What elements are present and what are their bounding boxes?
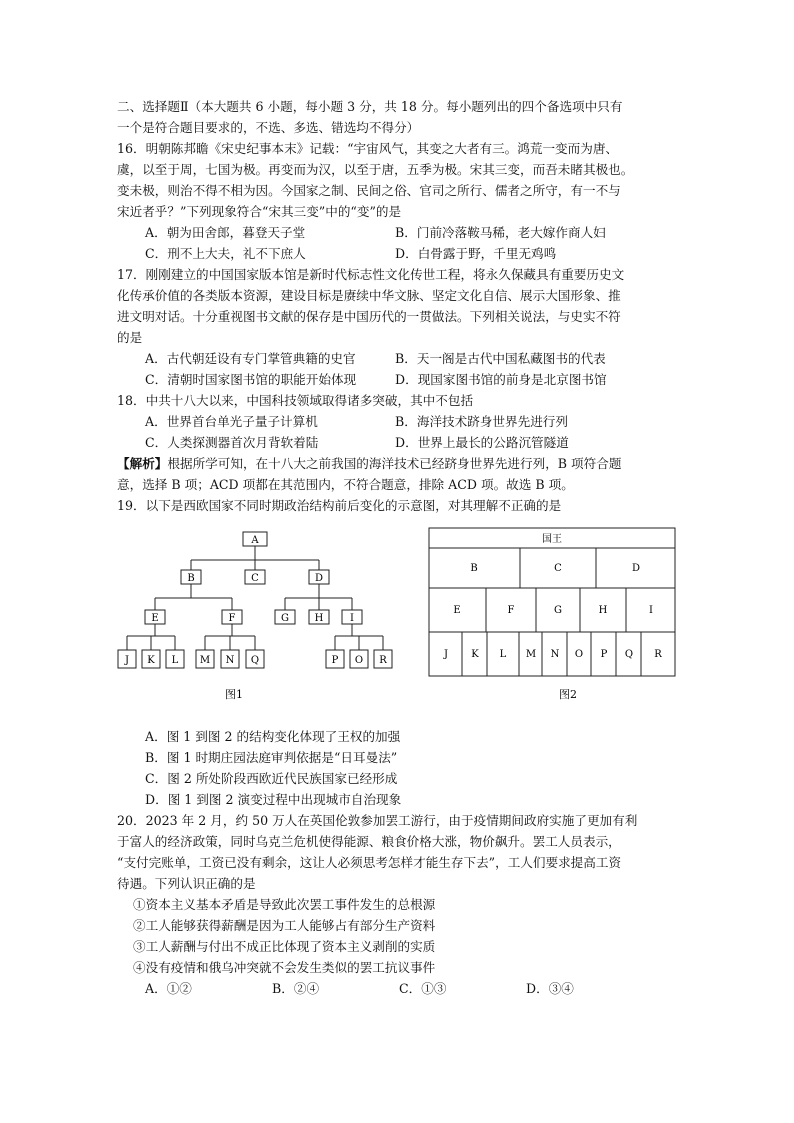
fig2-cell-n: N: [550, 649, 560, 660]
fig2-cell-d: D: [631, 563, 641, 574]
fig1-node-o: O: [354, 655, 364, 666]
q20-stem-line: 20．2023 年 2 月，约 50 万人在英国伦敦参加罢工游行，由于疫情期间政府实施了更加有利: [117, 813, 638, 828]
q20-option-b: B．②④: [272, 981, 320, 996]
fig2-cell-r: R: [654, 649, 662, 660]
q18-analysis-text: 根据所学可知，在十八大之前我国的海洋技术已经跻身世界先进行列，B 项符合题: [167, 456, 622, 471]
q17-option-a: A．古代朝廷设有专门掌管典籍的史官: [145, 351, 356, 366]
fig2-cell-j: J: [443, 649, 449, 660]
q16-option-b: B．门前冷落鞍马稀，老大嫁作商人妇: [395, 225, 606, 240]
fig1-node-b: B: [187, 573, 195, 584]
fig1-node-a: A: [251, 535, 259, 546]
question-19: [117, 495, 679, 810]
q18-option-a: A．世界首台单光子量子计算机: [145, 414, 318, 429]
q18-option-b: B．海洋技术跻身世界先进行列: [395, 414, 568, 429]
q17-options-row: [117, 348, 679, 369]
fig2-cell-f: F: [507, 605, 515, 616]
q17-option-d: D．现国家图书馆的前身是北京图书馆: [395, 372, 607, 387]
fig2-cell-p: P: [600, 649, 608, 660]
q19-option-c: C．图 2 所处阶段西欧近代民族国家已经形成: [145, 771, 398, 786]
fig1-node-m: M: [199, 655, 211, 666]
fig2-cell-o: O: [574, 649, 584, 660]
q20-options-row: [117, 978, 679, 999]
q19-option-a: A．图 1 到图 2 的结构变化体现了王权的加强: [145, 729, 401, 744]
fig1-node-k: K: [147, 655, 155, 666]
q16-stem-line: 虞，以至于周，七国为极。再变而为汉，以至于唐，五季为极。宋其三变，而吾未睹其极也。: [117, 162, 634, 177]
q20-stem-line: 待遇。下列认识正确的是: [117, 876, 256, 891]
q16-option-d: D．白骨露于野，千里无鸡鸣: [395, 246, 557, 261]
q17-option-c: C．清朝时国家图书馆的职能开始体现: [145, 372, 357, 387]
q19-figures: [114, 526, 679, 722]
fig1-node-q: Q: [250, 655, 260, 666]
q20-stem-line: 于富人的经济政策，同时乌克兰危机使得能源、粮食价格大涨，物价飙升。罢工人员表示，: [117, 834, 621, 849]
q20-statement-4: ④没有疫情和俄乌冲突就不会发生类似的罢工抗议事件: [133, 960, 436, 975]
fig1-node-f: F: [228, 613, 236, 624]
question-20: [117, 810, 679, 999]
fig1-node-j: J: [124, 655, 130, 666]
q19-option-d: D．图 1 到图 2 演变过程中出现城市自治现象: [145, 792, 402, 807]
q19-option-b: B．图 1 时期庄园法庭审判依据是“日耳曼法”: [145, 750, 398, 765]
q19-stem-line: 19．以下是西欧国家不同时期政治结构前后变化的示意图，对其理解不正确的是: [117, 498, 562, 513]
q18-option-c: C．人类探测器首次月背软着陆: [145, 435, 319, 450]
fig1-node-e: E: [151, 613, 159, 624]
question-16: [117, 138, 679, 264]
figure-1-tree: [114, 526, 404, 722]
question-18: [117, 390, 679, 495]
fig2-cell-b: B: [470, 563, 478, 574]
fig2-cell-q: Q: [624, 649, 634, 660]
q17-stem-line: 进文明对话。十分重视图书文献的保存是中国历代的一贯做法。下列相关说法，与史实不符: [117, 309, 621, 324]
q16-stem-line: 16．明朝陈邦瞻《宋史纪事本末》记载：“宇宙风气，其变之大者有三。鸿荒一变而为唐、: [117, 141, 619, 156]
figure-2-labels: [443, 533, 662, 660]
q16-options-row: [117, 222, 679, 243]
figure-1-connectors: [127, 546, 383, 650]
fig1-node-c: C: [251, 573, 259, 584]
q18-analysis-line: [117, 453, 679, 474]
fig1-node-l: L: [171, 655, 179, 666]
fig2-cell-m: M: [525, 649, 537, 660]
fig1-node-g: G: [281, 613, 289, 624]
fig1-node-n: N: [225, 655, 235, 666]
figure-2-grid: [428, 526, 678, 722]
q20-statement-3: ③工人薪酬与付出不成正比体现了资本主义剥削的实质: [133, 939, 436, 954]
q16-stem-line: 宋近者乎？”下列现象符合“宋其三变”中的“变”的是: [117, 204, 402, 219]
section-header-line-2: 一个是符合题目要求的，不选、多选、错选均不得分）: [117, 120, 420, 135]
fig2-cell-g: G: [554, 605, 562, 616]
fig2-cell-h: H: [598, 605, 608, 616]
q20-option-c: C．①③: [399, 981, 447, 996]
q16-option-c: C．刑不上大夫，礼不下庶人: [145, 246, 306, 261]
q17-option-b: B．天一阁是古代中国私藏图书的代表: [395, 351, 606, 366]
q18-options-row: [117, 432, 679, 453]
figure-2-caption: 图2: [559, 688, 577, 701]
exam-page: [117, 96, 679, 999]
q18-analysis-line: 意，选择 B 项；ACD 项都在其范围内，不符合题意，排除 ACD 项。故选 B 项。: [117, 477, 574, 492]
fig1-node-d: D: [314, 573, 324, 584]
q16-option-a: A．朝为田舍郎，暮登天子堂: [145, 225, 306, 240]
fig2-cell-i: I: [649, 605, 653, 616]
q18-option-d: D．世界上最长的公路沉管隧道: [395, 435, 569, 450]
q20-option-d: D．③④: [526, 981, 574, 996]
q17-stem-line: 17．刚刚建立的中国国家版本馆是新时代标志性文化传世工程，将永久保藏具有重要历史文: [117, 267, 625, 282]
q16-options-row: [117, 243, 679, 264]
q17-stem-line: 化传承价值的各类版本资源，建设目标是赓续中华文脉、坚定文化自信、展示大国形象、推: [117, 288, 621, 303]
fig2-cell-l: L: [499, 649, 507, 660]
q18-stem-line: 18．中共十八大以来，中国科技领域取得诸多突破，其中不包括: [117, 393, 474, 408]
q16-stem-line: 变未极，则治不得不相为因。今国家之制、民间之俗、官司之所行、儒者之所守，有一不与: [117, 183, 621, 198]
q20-option-a: A．①②: [145, 981, 192, 996]
fig2-king: 国王: [542, 534, 562, 545]
fig1-node-p: P: [331, 655, 339, 666]
section-header-line-1: 二、选择题Ⅱ（本大题共 6 小题，每小题 3 分，共 18 分。每小题列出的四个备选项中只有: [117, 99, 623, 114]
q17-options-row: [117, 369, 679, 390]
q17-stem-line: 的是: [117, 330, 143, 345]
fig1-node-r: R: [379, 655, 387, 666]
figure-1-caption: 图1: [225, 688, 243, 701]
question-17: [117, 264, 679, 390]
analysis-label: 【解析】: [117, 456, 168, 471]
fig1-node-h: H: [314, 613, 324, 624]
q20-statement-2: ②工人能够获得薪酬是因为工人能够占有部分生产资料: [133, 918, 436, 933]
fig1-node-i: I: [350, 613, 354, 624]
q18-options-row: [117, 411, 679, 432]
fig2-cell-e: E: [453, 605, 461, 616]
q20-statement-1: ①资本主义基本矛盾是导致此次罢工事件发生的总根源: [133, 897, 436, 912]
fig2-cell-k: K: [471, 649, 479, 660]
q20-stem-line: “支付完账单，工资已没有剩余，这让人必须思考怎样才能生存下去”，工人们要求提高工资: [117, 855, 622, 870]
fig2-cell-c: C: [554, 563, 562, 574]
